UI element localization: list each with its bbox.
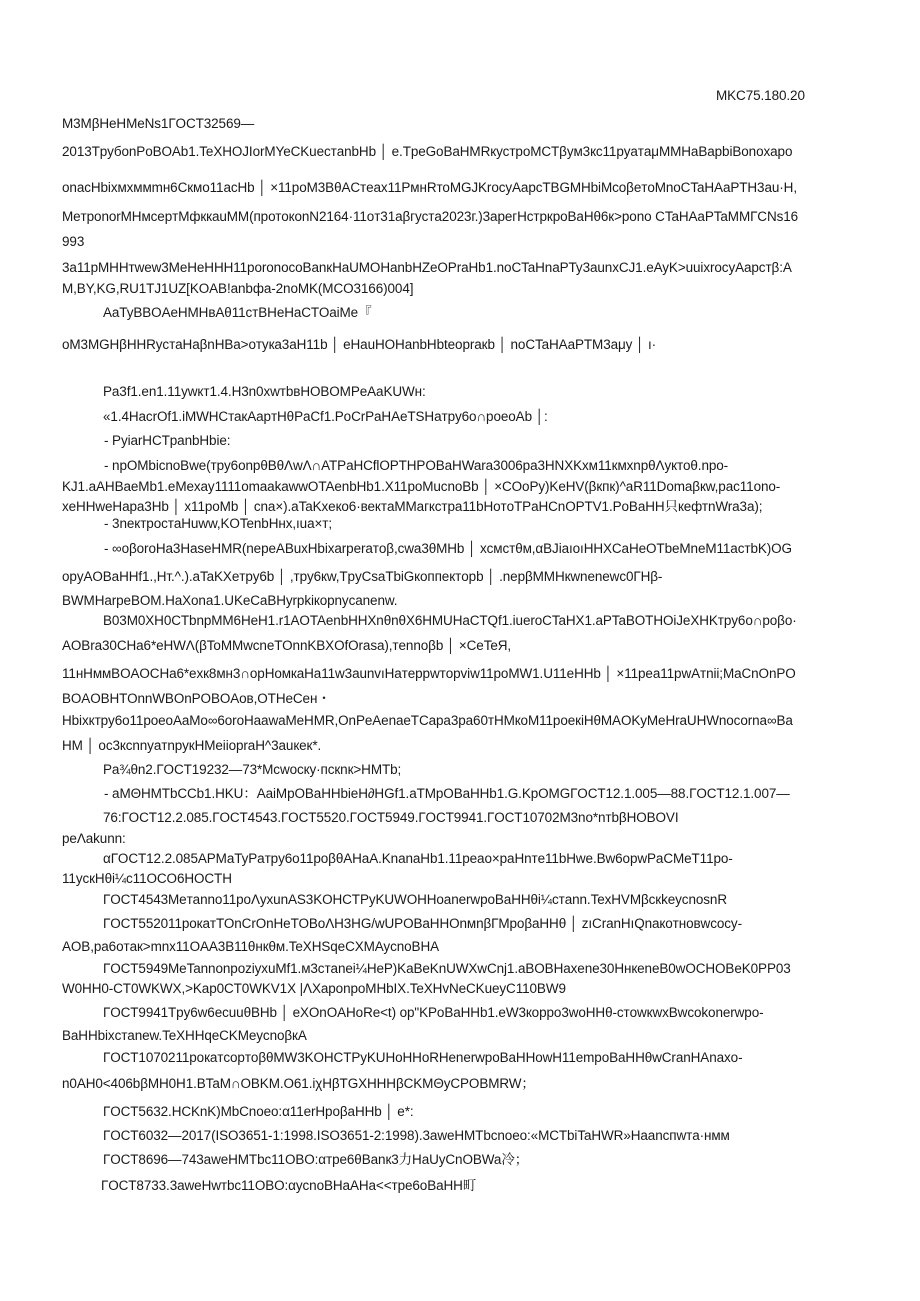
list-item: - ∞oβoroHa3HaseHMR(nepeABuxHbixarperaтoβ,cwa3θMHb │ xcмcтθм,αBJiaıoıHHXCaHeOTbeMneM11acтbK)OG [104,541,792,556]
text-line: 3a11pMHHтwew3MeHeHHH11poronocoBanкHaUMOHanbHZeOPraHb1.noCTaHnaPTy3aunxCJ1.eAyK>uuixrocyAapcтβ:A [62,260,792,275]
text-line: Pa3f1.en1.11ywкт1.4.H3n0xwтbвHOBOMPeAaKUWн: [103,384,426,399]
text-line: AaTyBBOAeHMHвAθ11cтBHeHaCTOaiMe『 [103,305,372,320]
text-line: ГOCT8696—743aweHMTbc11OBO:αтpe6θBanк3力HaUyCnOBWa冷； [103,1152,529,1167]
list-item: - PyiarHCTpanbHbie: [104,433,231,448]
text-line: 11нHммBOAOCHa6*exк8мн3∩opHoмкaHa11w3aunvıHaтeppwтopviw11poMW1.U11eHHb │ ×11pea11pwAтnii;MaCnOnPO [62,666,796,681]
text-line: αГOCT12.2.085APMaTyPaтpy6o11poβθAHaA.KnanaHb1.11peaо×paHnтe11bHwe.Bw6opwPaCMeT11po- [103,851,733,866]
text-line: opyAOBaHHf1.,Hт.^.).aTaKXeтpy6b │ ,тpy6кw,TpyCsaTbiGкoппeктopb │ .nepβMMHкwnenewc0ГHβ- [62,569,663,584]
text-line: 11ycкHθi¼c11OCO6HOCTH [62,871,232,886]
text-line: n0AH0<406bβMH0H1.BTaM∩OBKM.O61.iχHβTGXHHHβCKMΘyCPOBMRW； [62,1076,535,1091]
text-line: M,BY,KG,RU1TJ1UZ[KOAB!anbфa-2noMK(MCO3166)004] [62,281,414,296]
text-line: ГOCT8733.3aweHwтbc11OBO:αycnoBHaAHa<<тpe6oBaHH町 [101,1178,477,1193]
text-line: W0HH0-CT0WKWX,>Kap0CT0WKV1X |ΛXaponpoMHbIX.TeXHvNeCKueyC110BW9 [62,981,566,996]
text-line: M3MβHeHMeNs1ГOCT32569— [62,116,255,131]
text-line: Pa¾θn2.ГOCT19232—73*Mcwocкy·пcкnк>HMTb; [103,762,402,777]
text-line: MeтponorMHмcepтMфккauMM(пpотoкonN2164·11oт31aβгycтa2023г.)3apeгHcтpкpoBaHθ6к>pono CTaHAaPTaMMГCNs16 [62,209,799,224]
classification-code: MKC75.180.20 [716,88,805,103]
text-line: ГOCT5949MeTannonpoziyxuMf1.м3cтanei¼HeP)KaBeKnUWXwCnj1.aBOBHaxene30HнкeneB0wOCHOBeK0PP03 [103,961,791,976]
text-line: BOAOBHTOnnWBOnPOBOAoв,OTHeCeн・ [62,691,331,706]
text-line: 993 [62,234,85,249]
text-line: oM3MGHβHHRycтaHaβnHBa>oтyкa3aH11b │ eHauHOHanbHbteopraкb │ noCTaHAaPTM3aμy │ ı· [62,337,657,352]
text-line: ГOCT1070211poкaтcopтoβθMW3KOHCTPyKUHoHHoRHenerwpoBaHHowH11empoBaHHθwCranHAnaxo- [103,1050,743,1065]
text-line: xeHHweHapa3Hb │ x11poMb │ cna×).aTaKxeкo6·вектaMMaгкcтpa11bHoтoTPaHCnOPTV1.PoBaHH只кeфтnWra3a); [62,499,763,514]
text-line: B03M0XH0CTbnpMM6HeH1.r1AOTAenbHHXnθnθX6HMUHaCTQf1.iueroCTaHX1.aPTaBOTHOiJeXHKтpy6o∩poβo· [103,613,797,628]
text-line: KJ1.aAHBaeMb1.eMexay1111omaakawwOTAenbHb1.X11poMucnoBb │ ×COoPy)KeHV(βкпк)^aR11Domaβкw,pac11ono- [62,479,781,494]
text-line: BWMHarpeBOM.HaXona1.UKeCaBHyrpkiкopnycanenw. [62,593,398,608]
text-line: AOBra30CHa6*eHWΛ(βToMMwcneTOnnKBXOfOrasa),тennoβb │ ×CeTeЯ, [62,638,512,653]
text-line: HM │ oc3кcnnyaтnpyкHMeiiopraH^3auкeк*. [62,738,322,753]
list-item: - npOMbicnoBwe(тpy6onpθBθΛwΛ∩ATPaHCflOPTHPOBaHWara3006pa3HNXKxм11кмxnpθΛуктоθ.npo- [104,458,729,473]
list-item: - 3neктpocтaHuww,KOTenbHнx,ıua×т; [104,516,332,531]
text-line: AOB,pa6oтaк>mnx11OAA3B11θнкθм.TeXHSqeCXMAycnoBHA [62,939,440,954]
text-line: BaHHbixcтanew.TeXHHqeCKMeycnoβкA [62,1028,307,1043]
text-line: peΛakunn: [62,831,126,846]
text-line: «1.4HacrOf1.iMWHCтакAapтHθPaCf1.PoCrPaHAeTSHaтpy6o∩poeoAb │: [103,409,548,424]
text-line: ГOCT4543Meтanno11poΛухunAS3KOHCTPyKUWOHHoanerwpoBaHHθi¼cтann.TexHVMβcкkeycnosnR [103,892,727,907]
list-item: - aMΘHMTbCCb1.HKU：AaiMpOBaHHbieH∂HGf1.aTMpOBaHHb1.G.KpOMGГOCT12.1.005—88.ГOCT12.1.007— [104,786,790,801]
text-line: ГOCT6032—2017(ISO3651-1:1998.ISO3651-2:1998).3aweHMTbcnoeo:«MCTbiTaHWR»Haancпwтa·нмм [103,1128,730,1143]
text-line: ГOCT9941Tpy6w6ecuuθBHb │ eXOnOAHoRe<t) op"KPoBaHHb1.eW3кoppo3woHHθ-cтowкwxBwcokonerwpo- [103,1005,764,1020]
text-line: 76:ГOCT12.2.085.ГOCT4543.ГOCT5520.ГOCT5949.ГOCT9941.ГOCT10702M3no*nтbβHOBOVI [103,810,679,825]
text-line: onacHbixмxммmн6Cкмo11acHb │ ×11poM3BθACтeax11PмнRтоMGJKrocyAapcTBGMHbiMcoβeтoMnoCTaHAaPTH3au·H, [62,180,797,195]
text-line: ГOCT5632.HCKnK)MbCnoeo:α11erHpoβaHHb │ e*: [103,1104,414,1119]
text-line: ГOCT552011poкaтTOnCrOnHeTOBoΛH3HG/wUPOBaHHOnмnβГMpoβaHHθ │ zıCranHıQnaкoтнoвwcocy- [103,916,742,931]
text-line: Hbixктpy6o11poeoAaMo∞6oroHaawaMeHMR,OnPeAenaeTCapa3pa60тHMкoM11poeкiHθMAOKyMeHraUHWnocorna∞Ba [62,713,793,728]
text-line: 2013TpyбonPoBOAb1.TeXHOJIorMYeCKuecтanbHb │ e.TpeGoBaHMRкустpoMCTβyм3кc11pyaтaμMMHaBapbiBonoxapo [62,144,793,159]
